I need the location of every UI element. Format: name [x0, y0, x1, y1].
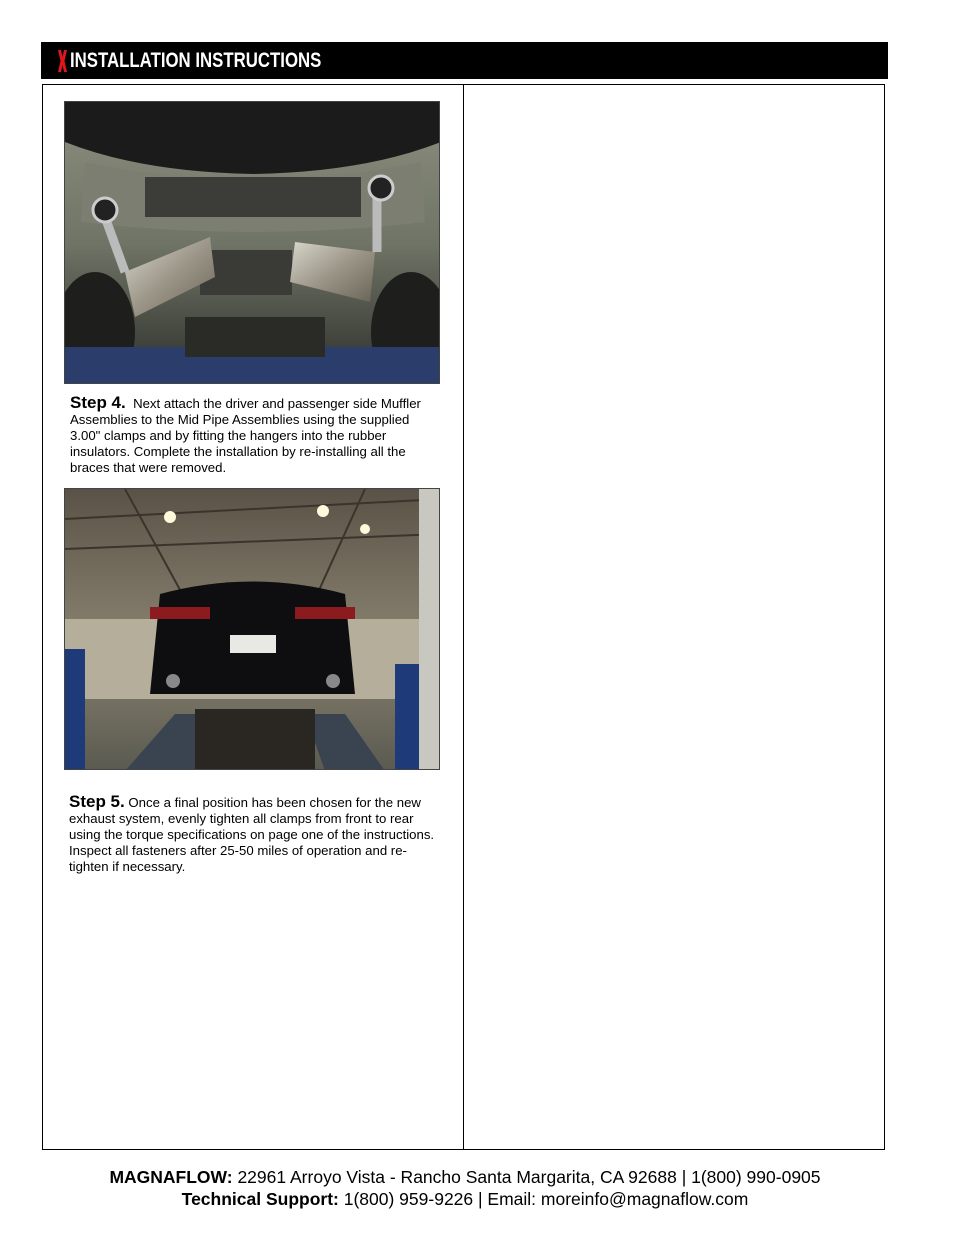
step-4-text	[70, 395, 438, 476]
car-on-lift-photo	[64, 488, 440, 770]
exhaust-underside-photo	[64, 101, 440, 384]
footer-support-line	[0, 1188, 930, 1210]
step-4-label: Step 4.	[70, 393, 126, 412]
header-bar	[41, 42, 888, 79]
footer-company-label: MAGNAFLOW:	[109, 1167, 233, 1187]
footer-address-text: 22961 Arroyo Vista - Rancho Santa Margarita, CA 92688 | 1(800) 990-0905	[237, 1167, 821, 1187]
footer-support-text: 1(800) 959-9226 | Email: moreinfo@magnaflow.com	[343, 1189, 749, 1209]
step-5-text	[69, 794, 437, 875]
step-4-body: Next attach the driver and passenger side Muffler Assemblies to the Mid Pipe Assemblies using the supplied 3.00" clamps and by fitting the hangers into the rubber insulators. Complete the installation by re-installing all the braces that were removed.	[70, 396, 421, 475]
footer-support-label: Technical Support:	[181, 1189, 339, 1209]
step-5-body: Once a final position has been chosen for the new exhaust system, evenly tighten all clamps from front to rear using the torque specifications on page one of the instructions. Inspect all fasteners after 25-50 miles of operation and re-tighten if necessary.	[69, 795, 435, 874]
column-divider	[463, 84, 464, 1150]
footer-address-line	[0, 1166, 930, 1188]
footer	[0, 1166, 930, 1210]
step-5-label: Step 5.	[69, 792, 125, 811]
page-title: INSTALLATION INSTRUCTIONS	[70, 48, 322, 72]
magnaflow-logo-icon	[58, 50, 67, 72]
